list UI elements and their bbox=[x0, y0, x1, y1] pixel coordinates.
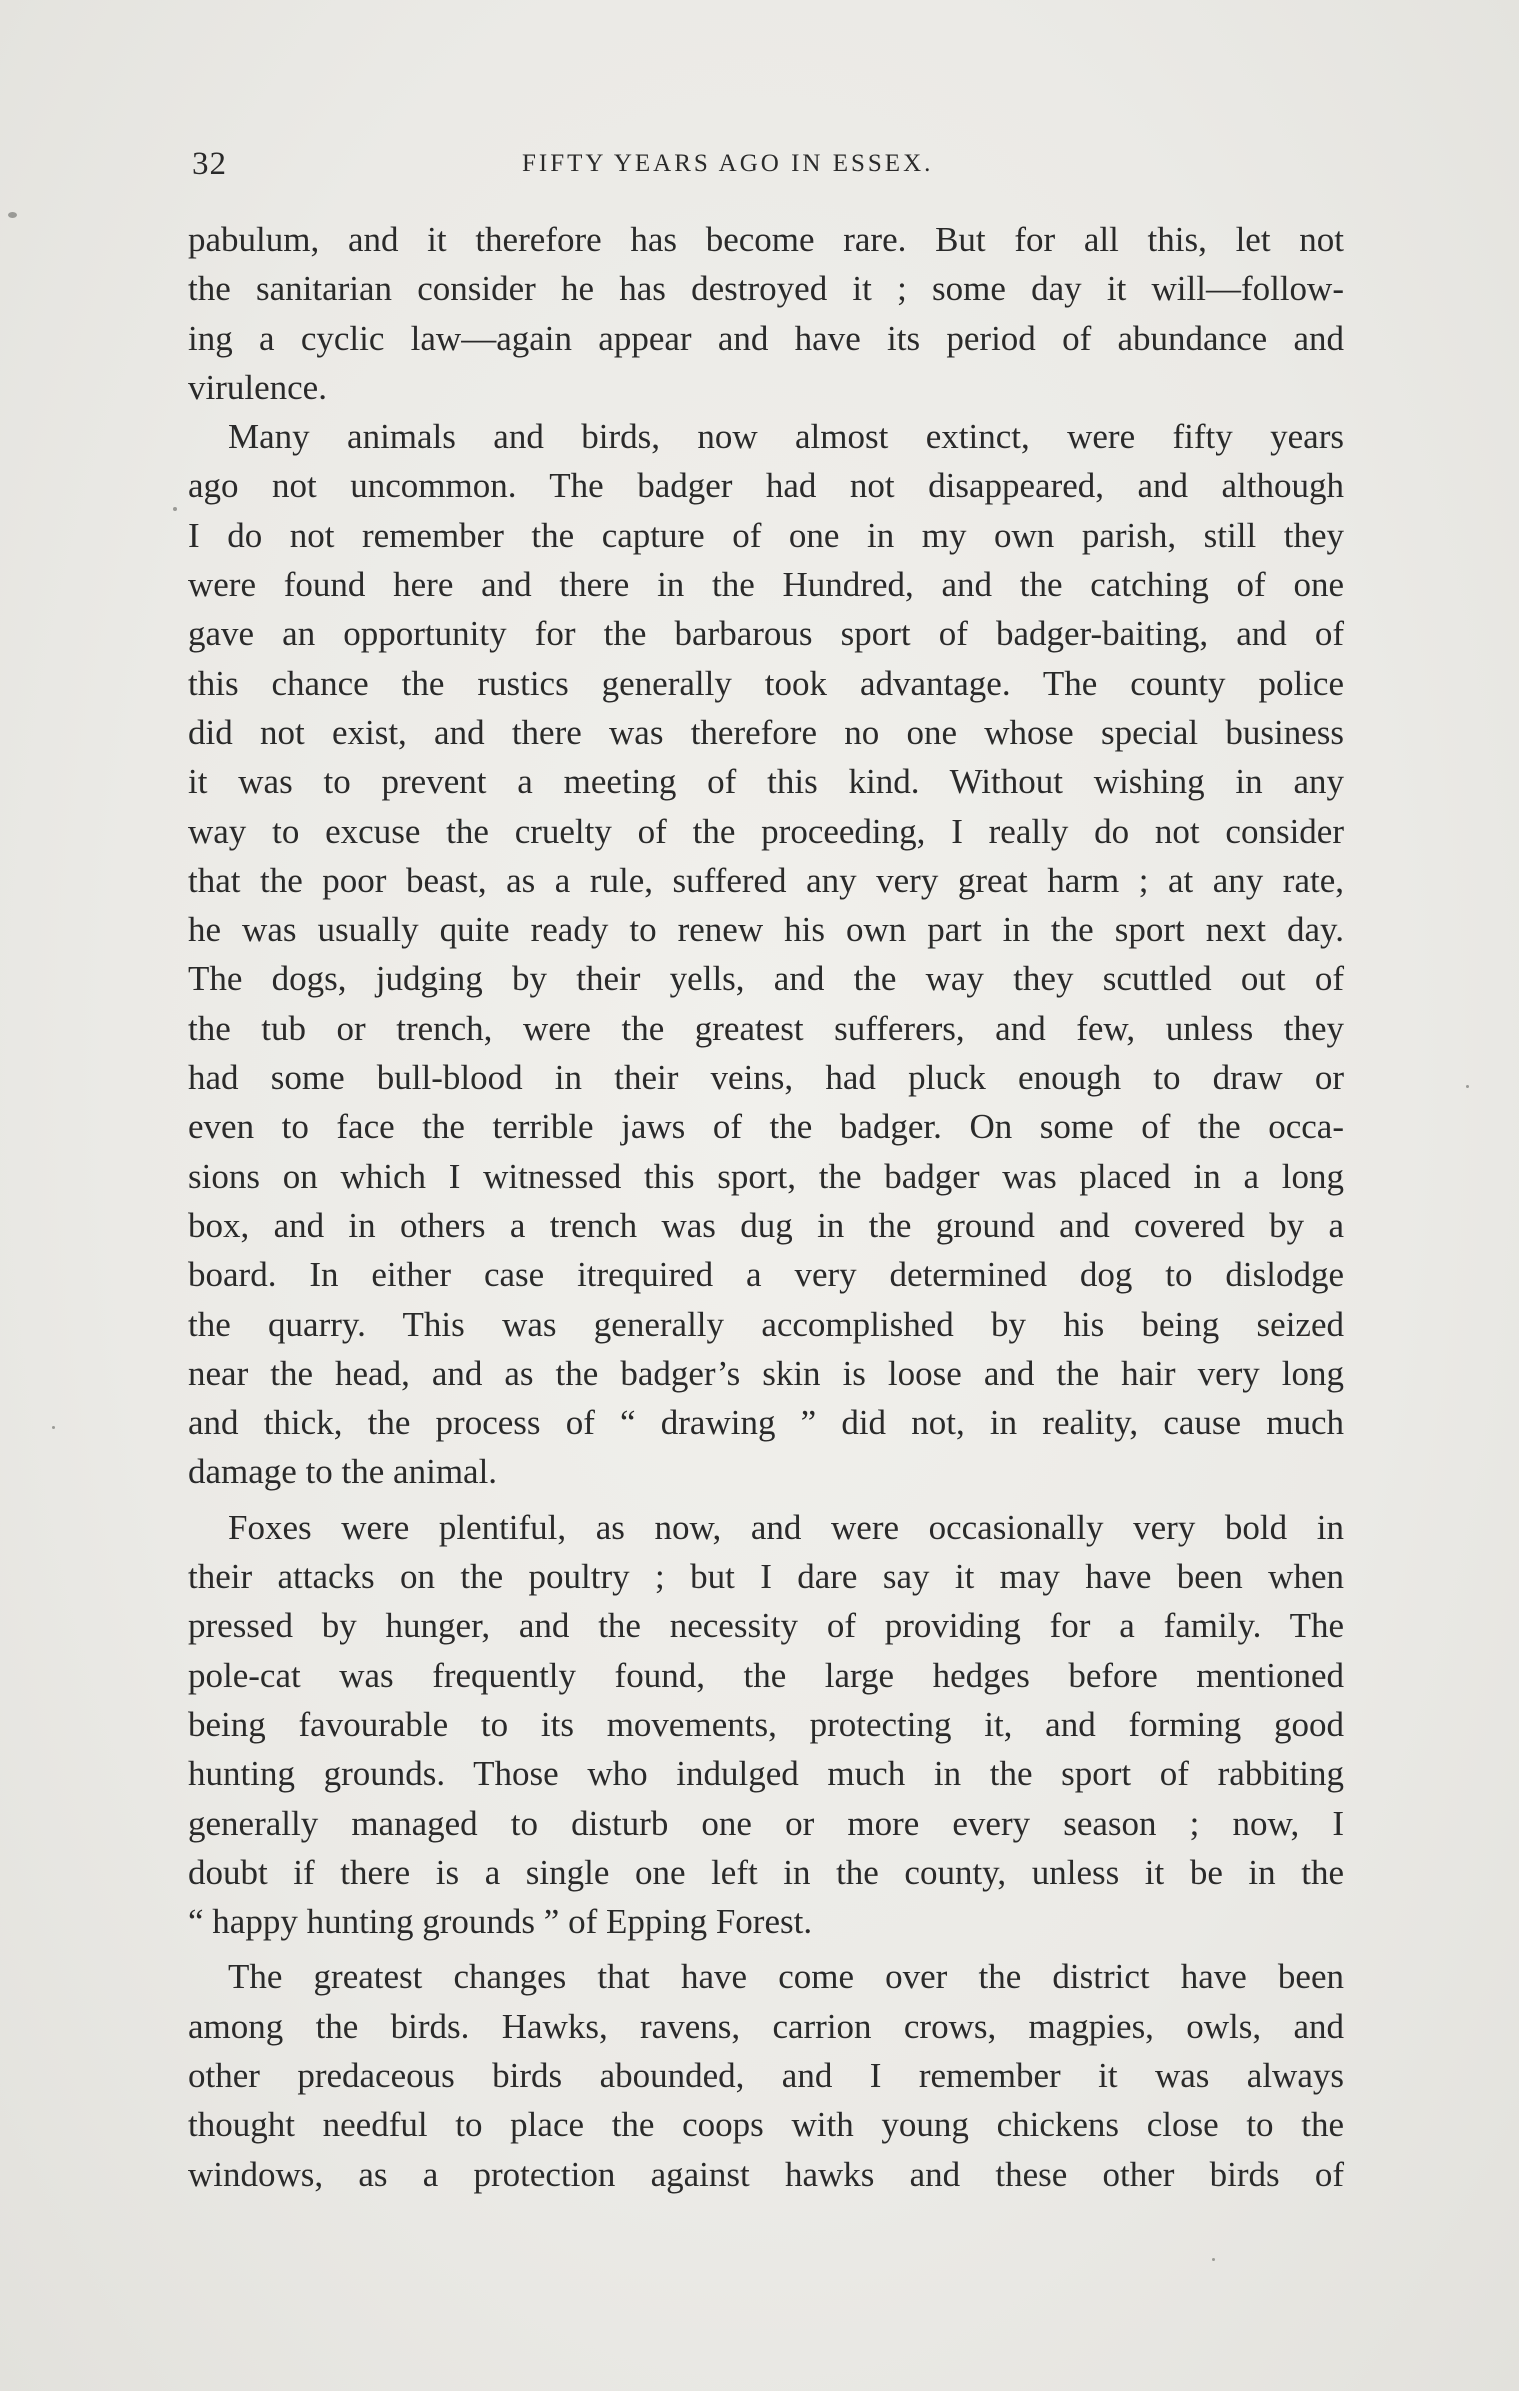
text-line: Foxes were plentiful, as now, and were occasionally very bold in bbox=[228, 1507, 1344, 1547]
text-line: he was usually quite ready to renew his own part in the sport next day. bbox=[188, 910, 1344, 950]
page-speck bbox=[173, 507, 177, 511]
text-line: had some bull-blood in their veins, had pluck enough to draw or bbox=[188, 1058, 1344, 1098]
text-line: way to excuse the cruelty of the proceeding, I really do not consider bbox=[188, 811, 1344, 851]
text-line: pabulum, and it therefore has become rare. But for all this, let not bbox=[188, 220, 1344, 259]
text-line: even to face the terrible jaws of the badger. On some of the occa- bbox=[188, 1107, 1344, 1147]
body-text bbox=[188, 215, 1344, 2199]
text-line: “ happy hunting grounds ” of Epping Forest. bbox=[188, 1902, 813, 1942]
page-speck bbox=[1466, 1085, 1469, 1088]
text-line: The dogs, judging by their yells, and the way they scuttled out of bbox=[188, 959, 1344, 999]
text-line: their attacks on the poultry ; but I dare say it may have been when bbox=[188, 1557, 1344, 1597]
text-line: hunting grounds. Those who indulged much in the sport of rabbiting bbox=[188, 1754, 1344, 1794]
text-line: The greatest changes that have come over the district have been bbox=[228, 1957, 1344, 1997]
paragraph bbox=[188, 215, 1344, 412]
text-line: virulence. bbox=[188, 367, 327, 407]
text-line: the quarry. This was generally accomplished by his being seized bbox=[188, 1304, 1344, 1344]
text-line: I do not remember the capture of one in my own parish, still they bbox=[188, 515, 1344, 555]
page-number: 32 bbox=[192, 146, 227, 182]
text-line: the sanitarian consider he has destroyed it ; some day it will—follow- bbox=[188, 269, 1344, 309]
text-line: the tub or trench, were the greatest sufferers, and few, unless they bbox=[188, 1008, 1344, 1048]
text-line: it was to prevent a meeting of this kind. Without wishing in any bbox=[188, 762, 1344, 802]
page-header bbox=[192, 146, 1342, 186]
text-line: Many animals and birds, now almost extinct, were fifty years bbox=[228, 417, 1344, 457]
text-line: damage to the animal. bbox=[188, 1452, 498, 1492]
text-line: sions on which I witnessed this sport, the badger was placed in a long bbox=[188, 1156, 1344, 1196]
text-line: thought needful to place the coops with young chickens close to the bbox=[188, 2105, 1344, 2145]
text-line: among the birds. Hawks, ravens, carrion crows, magpies, owls, and bbox=[188, 2006, 1344, 2046]
text-line: did not exist, and there was therefore no one whose special business bbox=[188, 712, 1344, 752]
paragraph bbox=[188, 1503, 1344, 1947]
text-line: generally managed to disturb one or more every season ; now, I bbox=[188, 1803, 1344, 1843]
text-line: pole-cat was frequently found, the large hedges before mentioned bbox=[188, 1655, 1344, 1695]
paragraph bbox=[188, 1952, 1344, 2198]
text-line: were found here and there in the Hundred, and the catching of one bbox=[188, 565, 1344, 605]
text-line: other predaceous birds abounded, and I remember it was always bbox=[188, 2055, 1344, 2095]
text-line: ing a cyclic law—again appear and have its period of abundance and bbox=[188, 318, 1344, 358]
text-line: that the poor beast, as a rule, suffered any very great harm ; at any rate, bbox=[188, 860, 1344, 900]
paragraph bbox=[188, 412, 1344, 1497]
page-speck bbox=[8, 212, 17, 218]
page-speck bbox=[52, 1426, 55, 1429]
text-line: ago not uncommon. The badger had not disappeared, and although bbox=[188, 466, 1344, 506]
text-line: near the head, and as the badger’s skin is loose and the hair very long bbox=[188, 1353, 1344, 1393]
text-line: gave an opportunity for the barbarous sport of badger-baiting, and of bbox=[188, 614, 1344, 654]
text-line: doubt if there is a single one left in the county, unless it be in the bbox=[188, 1852, 1344, 1892]
page-speck bbox=[1212, 2258, 1215, 2261]
text-line: this chance the rustics generally took advantage. The county police bbox=[188, 663, 1344, 703]
text-line: windows, as a protection against hawks and these other birds of bbox=[188, 2154, 1344, 2194]
text-line: pressed by hunger, and the necessity of providing for a family. The bbox=[188, 1606, 1344, 1646]
text-line: and thick, the process of “ drawing ” did not, in reality, cause much bbox=[188, 1403, 1344, 1443]
text-line: board. In either case itrequired a very determined dog to dislodge bbox=[188, 1255, 1344, 1295]
running-title: FIFTY YEARS AGO IN ESSEX. bbox=[522, 150, 934, 177]
text-line: box, and in others a trench was dug in the ground and covered by a bbox=[188, 1205, 1344, 1245]
text-line: being favourable to its movements, protecting it, and forming good bbox=[188, 1704, 1344, 1744]
